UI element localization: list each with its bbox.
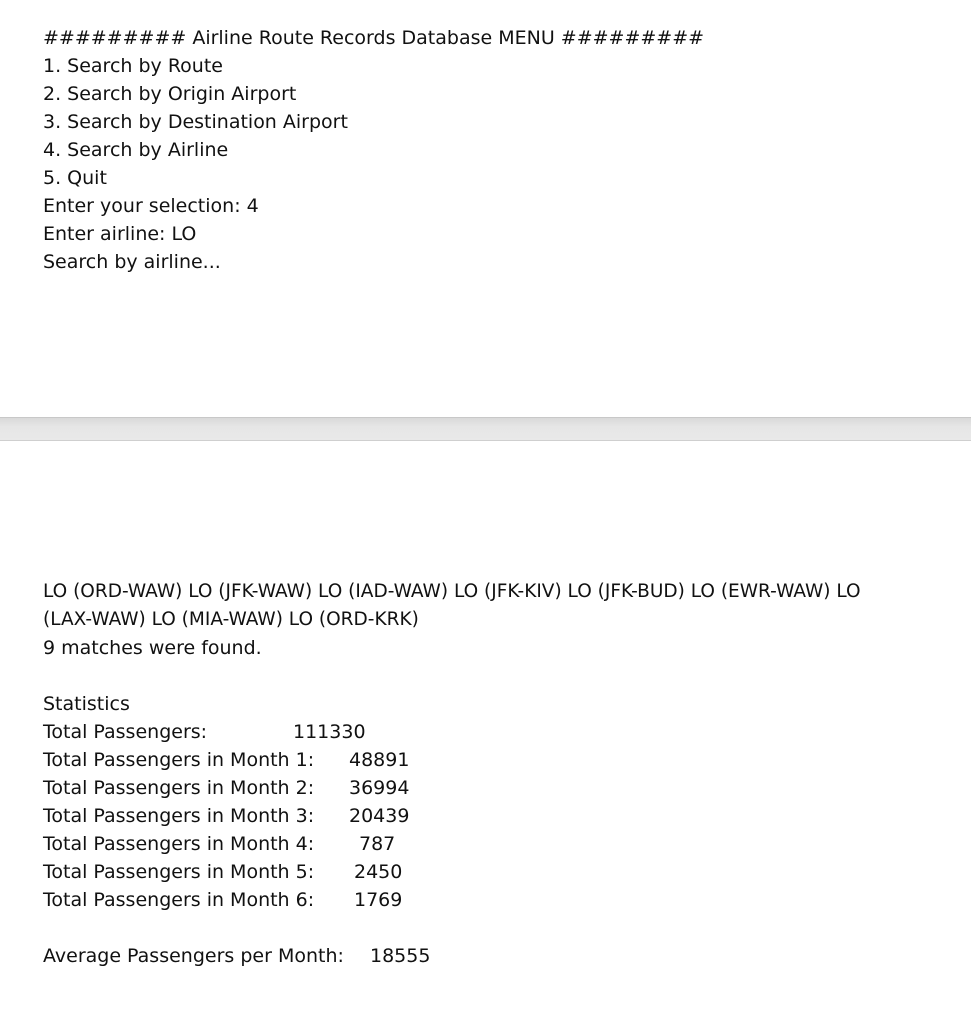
menu-option-3: 3. Search by Destination Airport: [43, 111, 348, 133]
month-3-label: Total Passengers in Month 3:: [43, 805, 315, 827]
total-passengers-value: 111330: [293, 721, 366, 743]
month-6-value: 1769: [354, 889, 403, 911]
page-separator: [0, 417, 971, 441]
stats-heading: Statistics: [43, 693, 130, 715]
total-passengers-label: Total Passengers:: [43, 721, 208, 743]
menu-option-4: 4. Search by Airline: [43, 139, 229, 161]
month-1-label: Total Passengers in Month 1:: [43, 749, 315, 771]
results-line-1: LO (ORD-WAW) LO (JFK-WAW) LO (IAD-WAW) LO (JFK-KIV) LO (JFK-BUD) LO (EWR-WAW) LO: [43, 581, 861, 602]
menu-option-1: 1. Search by Route: [43, 55, 223, 77]
month-6-label: Total Passengers in Month 6:: [43, 889, 315, 911]
menu-option-5: 5. Quit: [43, 167, 107, 189]
month-2-label: Total Passengers in Month 2:: [43, 777, 315, 799]
menu-option-2: 2. Search by Origin Airport: [43, 83, 297, 105]
menu-header: ######### Airline Route Records Database MENU #########: [43, 27, 705, 49]
results-line-2: (LAX-WAW) LO (MIA-WAW) LO (ORD-KRK): [43, 609, 419, 630]
search-status: Search by airline...: [43, 251, 221, 273]
matches-count: 9 matches were found.: [43, 637, 262, 659]
month-5-label: Total Passengers in Month 5:: [43, 861, 315, 883]
month-3-value: 20439: [349, 805, 410, 827]
average-label: Average Passengers per Month:: [43, 945, 344, 967]
month-4-value: 787: [359, 833, 396, 855]
selection-prompt: Enter your selection: 4: [43, 195, 259, 217]
airline-prompt: Enter airline: LO: [43, 223, 197, 245]
month-4-label: Total Passengers in Month 4:: [43, 833, 315, 855]
month-5-value: 2450: [354, 861, 403, 883]
month-2-value: 36994: [349, 777, 410, 799]
month-1-value: 48891: [349, 749, 410, 771]
average-value: 18555: [370, 945, 431, 967]
